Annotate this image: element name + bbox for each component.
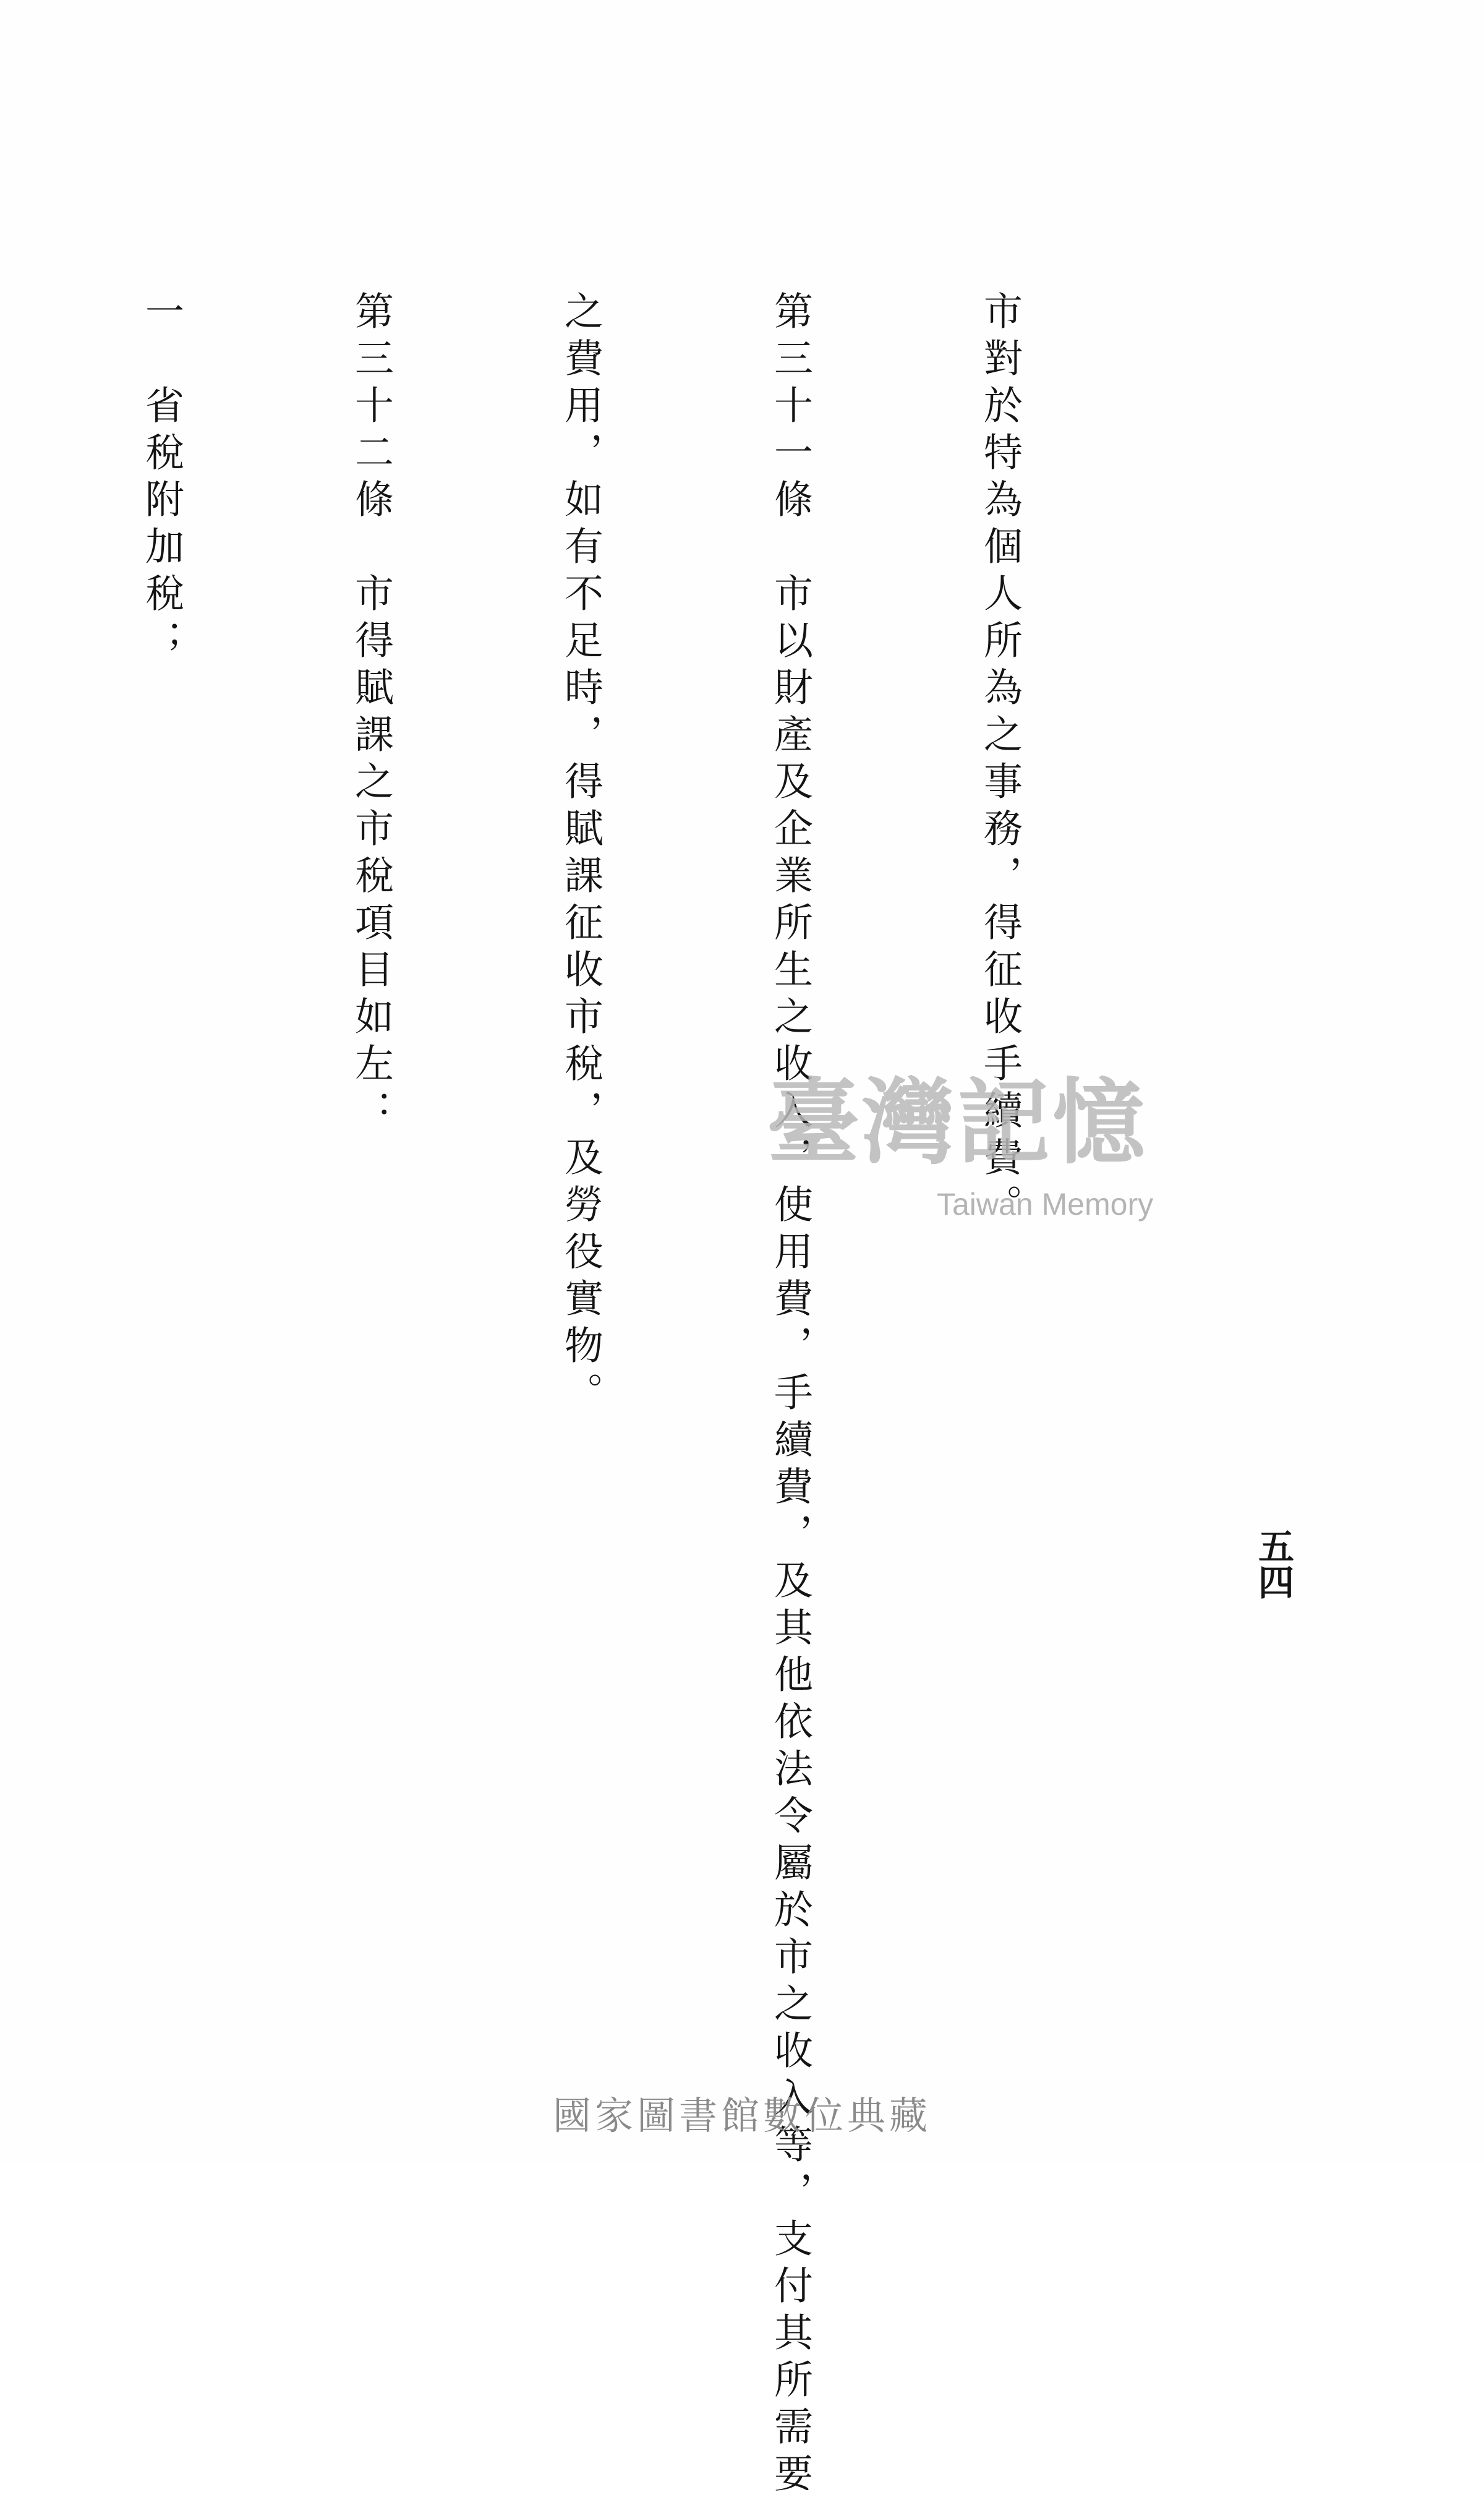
watermark-subtitle: Taiwan Memory [937, 1187, 1154, 1222]
text-column: 之費用，如有不足時，得賦課征收市稅，及勞役實物。 [558, 291, 603, 1419]
page-number: 五四 [1252, 1528, 1294, 1599]
text-column: 一 省稅附加稅； [139, 291, 184, 667]
text-column: 市對於特為個人所為之事務，得征收手續費。 [978, 291, 1023, 1231]
footer-credit: 國家圖書館數位典藏 [552, 2093, 931, 2138]
text-column: 第三十二條 市得賦課之市稅項目如左： [349, 291, 394, 1137]
text-column: 第三十一條 市以財產及企業所生之收入，使用費，手續費，及其他依法令屬於市之收入等，支付其所需要 [768, 291, 813, 2500]
taiwan-memory-watermark [742, 1068, 1237, 1237]
watermark-logo: 臺灣記憶 [767, 1068, 1148, 1177]
